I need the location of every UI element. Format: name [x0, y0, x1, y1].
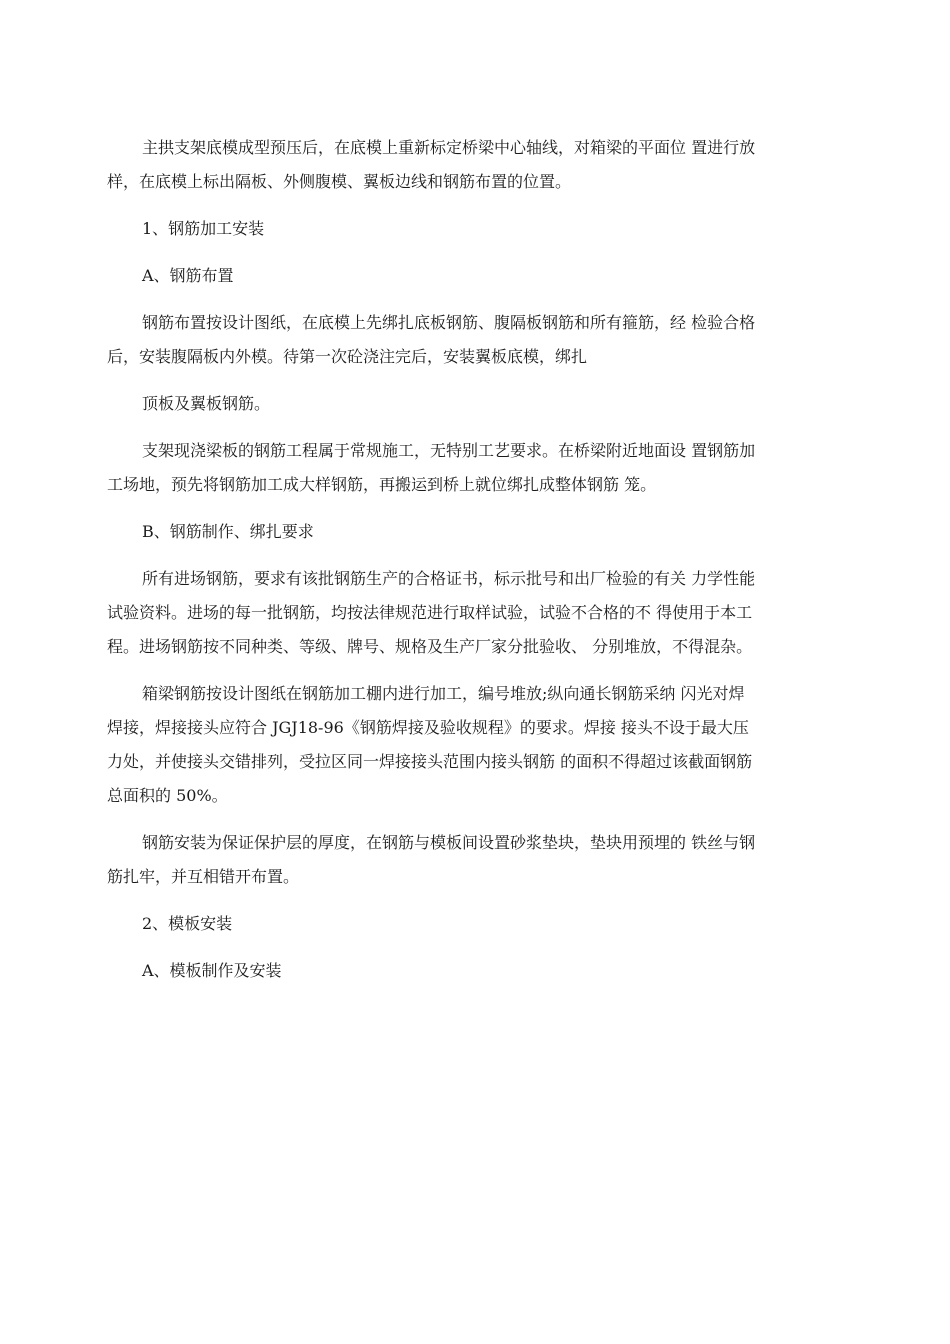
section-heading-rebar-processing: 1、钢筋加工安装 — [142, 219, 265, 238]
section-heading-formwork: 2、模板安装 — [142, 914, 233, 933]
paragraph-cast-in-place — [107, 434, 842, 502]
text-line: 工场地，预先将钢筋加工成大样钢筋，再搬运到桥上就位绑扎成整体钢筋 笼。 — [107, 475, 657, 494]
paragraph-rebar-layout — [107, 306, 842, 374]
subsection-heading-rebar-requirements: B、钢筋制作、绑扎要求 — [142, 522, 314, 541]
text-line: 焊接，焊接接头应符合 JGJ18-96《钢筋焊接及验收规程》的要求。焊接 接头不设于最大压 — [107, 718, 749, 737]
subsection-heading-rebar-layout: A、钢筋布置 — [142, 266, 234, 285]
text-line: 钢筋安装为保证保护层的厚度，在钢筋与模板间设置砂浆垫块，垫块用预埋的 铁丝与钢 — [142, 833, 756, 852]
paragraph-incoming-rebar — [107, 562, 842, 664]
text-line: 主拱支架底模成型预压后，在底模上重新标定桥梁中心轴线，对箱梁的平面位 置进行放 — [142, 138, 756, 157]
text-line: 试验资料。进场的每一批钢筋，均按法律规范进行取样试验，试验不合格的不 得使用于本工 — [107, 603, 753, 622]
text-line: 支架现浇梁板的钢筋工程属于常规施工，无特别工艺要求。在桥梁附近地面设 置钢筋加 — [142, 441, 756, 460]
text-line: 总面积的 50%。 — [107, 786, 228, 805]
subsection-heading-formwork-making: A、模板制作及安装 — [142, 961, 282, 980]
text-line: 后，安装腹隔板内外模。待第一次砼浇注完后，安装翼板底模，绑扎 — [107, 347, 588, 366]
document-body — [107, 131, 842, 1001]
text-line: 所有进场钢筋，要求有该批钢筋生产的合格证书，标示批号和出厂检验的有关 力学性能 — [142, 569, 756, 588]
text-line: 筋扎牢，并互相错开布置。 — [107, 867, 300, 886]
paragraph-welding — [107, 677, 842, 813]
text-line: 箱梁钢筋按设计图纸在钢筋加工棚内进行加工，编号堆放;纵向通长钢筋采纳 闪光对焊 — [142, 684, 745, 703]
text-line: 样，在底模上标出隔板、外侧腹模、翼板边线和钢筋布置的位置。 — [107, 172, 572, 191]
text-line: 程。进场钢筋按不同种类、等级、牌号、规格及生产厂家分批验收、 分别堆放，不得混杂。 — [107, 637, 753, 656]
paragraph-survey-layout — [107, 131, 842, 199]
text-line: 力处，并使接头交错排列，受拉区同一焊接接头范围内接头钢筋 的面积不得超过该截面钢筋 — [107, 752, 753, 771]
paragraph-continuation: 顶板及翼板钢筋。 — [142, 394, 271, 413]
paragraph-cover-spacers — [107, 826, 842, 894]
text-line: 钢筋布置按设计图纸，在底模上先绑扎底板钢筋、腹隔板钢筋和所有箍筋，经 检验合格 — [142, 313, 756, 332]
